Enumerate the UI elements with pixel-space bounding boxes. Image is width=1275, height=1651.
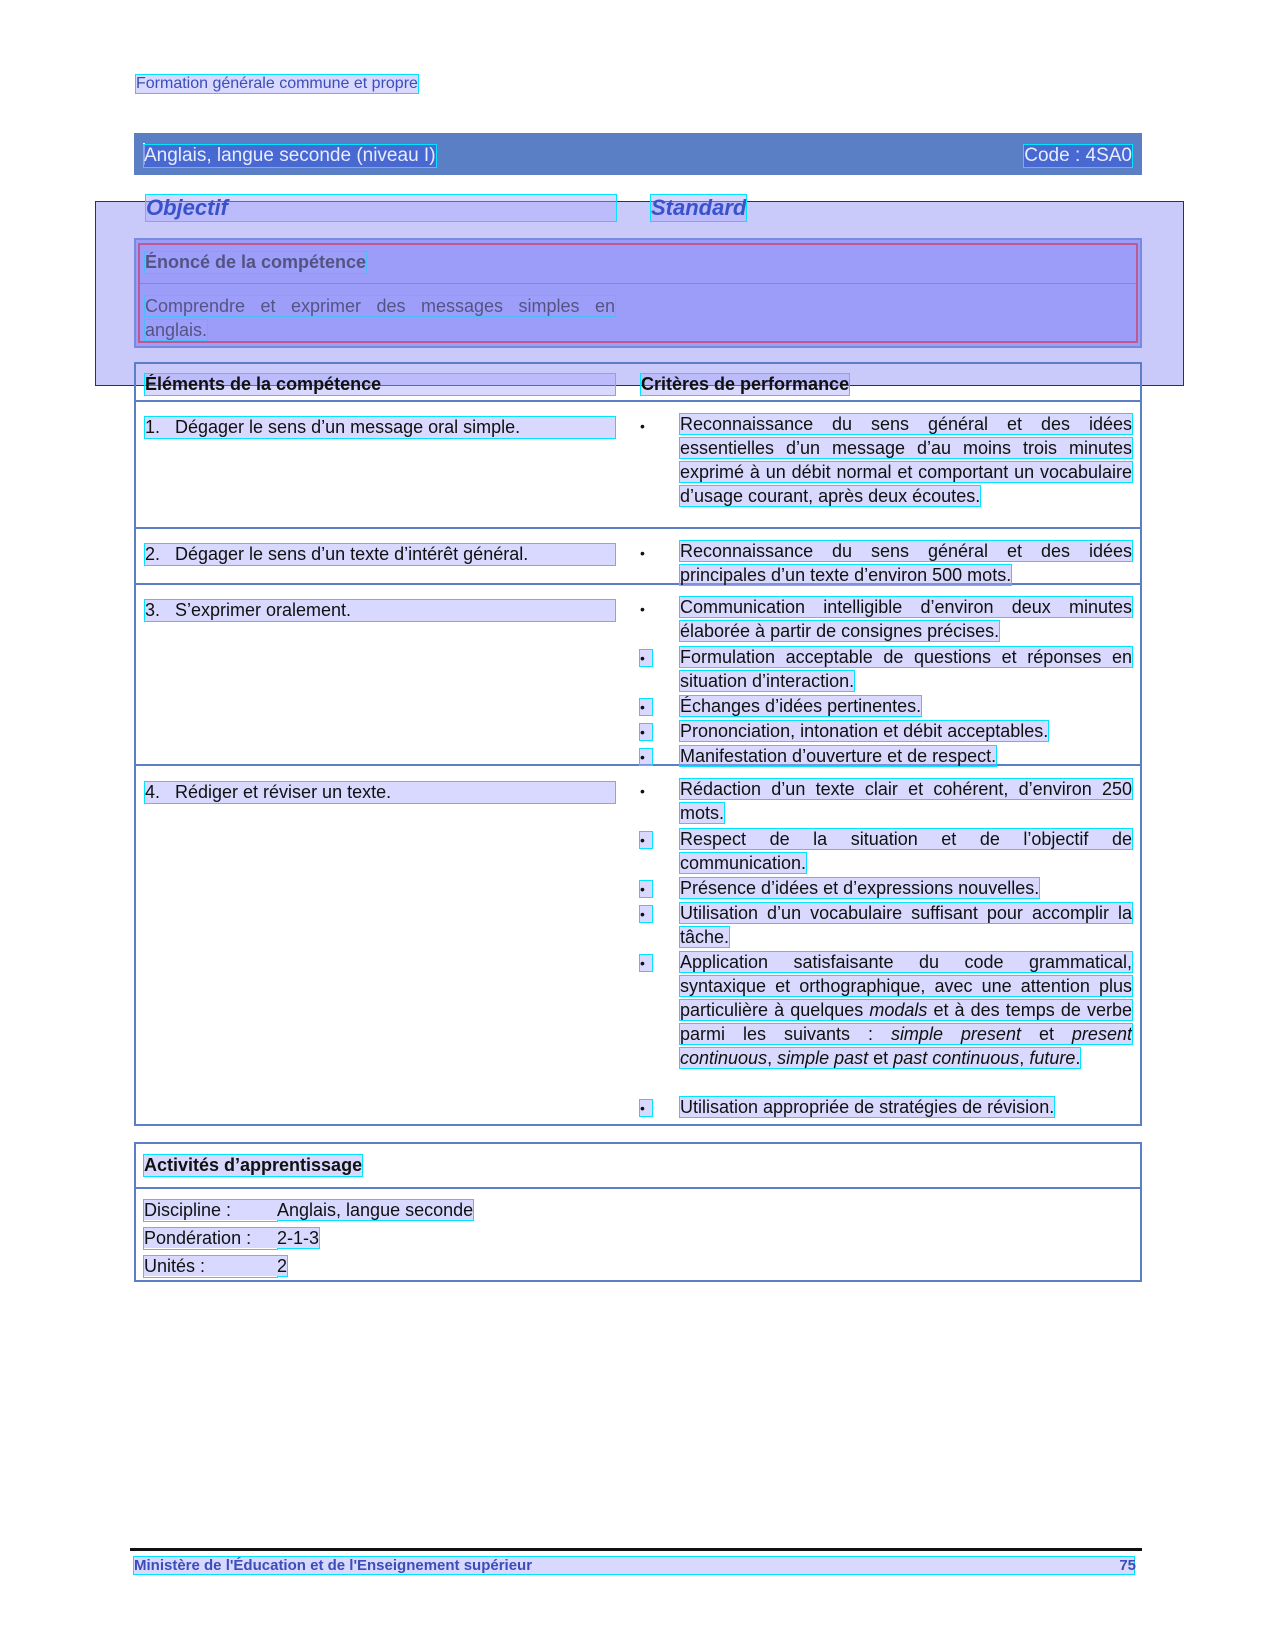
element-4: 4. Rédiger et réviser un texte.: [145, 782, 615, 803]
critere-1-1: Reconnaissance du sens général et des idées essentielles d’un message d’au moins trois minutes exprimé à un débit normal et comportant un vocabulaire d’usage courant, après deux écoutes.: [680, 414, 1132, 506]
bullet-icon: •: [640, 955, 652, 971]
activites-row-discipline: Discipline : Anglais, langue seconde: [144, 1200, 474, 1220]
activites-row-ponderation: Pondération : 2-1-3: [144, 1228, 320, 1248]
standard-label: Standard: [651, 195, 747, 220]
bullet-icon: •: [640, 418, 645, 434]
col-header-criteres: Critères de performance: [641, 374, 850, 394]
bullet-icon: •: [640, 650, 652, 666]
critere-3-1: Communication intelligible d’environ deux minutes élaborée à partir de consignes précises.: [680, 597, 1132, 641]
bullet-icon: •: [640, 749, 652, 765]
critere-4-5: Application satisfaisante du code grammatical, syntaxique et orthographique, avec une attention plus particulière à quelques modals et à des temps de verbe parmi les suivants : simple present et present continuous, simple past et past continuous, future.: [680, 952, 1132, 1068]
course-code: Code : 4SA0: [1024, 145, 1132, 166]
activites-divider: [134, 1187, 1142, 1189]
critere-3-5: Manifestation d’ouverture et de respect.: [680, 746, 997, 766]
critere-4-3: Présence d’idées et d’expressions nouvelles.: [680, 878, 1040, 898]
bullet-icon: •: [640, 1100, 652, 1116]
course-title: Anglais, langue seconde (niveau I): [144, 145, 436, 166]
critere-3-4: Prononciation, intonation et débit acceptables.: [680, 721, 1049, 741]
table-header-divider: [134, 400, 1142, 402]
critere-3-3: Échanges d’idées pertinentes.: [680, 696, 922, 716]
bullet-icon: •: [640, 699, 652, 715]
objectif-standard-region: [95, 201, 1184, 386]
critere-4-2: Respect de la situation et de l’objectif de communication.: [680, 829, 1132, 873]
critere-2-1: Reconnaissance du sens général et des idées principales d’un texte d’environ 500 mots.: [680, 541, 1132, 585]
footer-ministry: Ministère de l'Éducation et de l'Enseignement supérieur: [134, 1557, 1134, 1574]
row-divider: [134, 527, 1142, 529]
bullet-icon: •: [640, 783, 645, 799]
activites-title: Activités d’apprentissage: [144, 1155, 363, 1175]
section-header: Formation générale commune et propre: [136, 75, 418, 92]
element-2: 2. Dégager le sens d’un texte d’intérêt général.: [145, 544, 615, 565]
objectif-label: Objectif: [146, 195, 616, 221]
bullet-icon: •: [640, 724, 652, 740]
bullet-icon: •: [640, 832, 652, 848]
footer-page-number: 75: [1119, 1557, 1136, 1574]
bullet-icon: •: [640, 881, 652, 897]
critere-4-4: Utilisation d’un vocabulaire suffisant pour accomplir la tâche.: [680, 903, 1132, 947]
critere-4-1: Rédaction d’un texte clair et cohérent, d’environ 250 mots.: [680, 779, 1132, 823]
bullet-icon: •: [640, 545, 645, 561]
bullet-icon: •: [640, 906, 652, 922]
bullet-icon: •: [640, 601, 645, 617]
critere-3-2: Formulation acceptable de questions et réponses en situation d’interaction.: [680, 647, 1132, 691]
footer-rule: [130, 1548, 1142, 1551]
critere-4-6: Utilisation appropriée de stratégies de révision.: [680, 1097, 1055, 1117]
element-3: 3. S’exprimer oralement.: [145, 600, 615, 621]
element-1: 1. Dégager le sens d’un message oral simple.: [145, 417, 615, 438]
col-header-elements: Éléments de la compétence: [145, 374, 615, 395]
activites-row-unites: Unités : 2: [144, 1256, 288, 1276]
